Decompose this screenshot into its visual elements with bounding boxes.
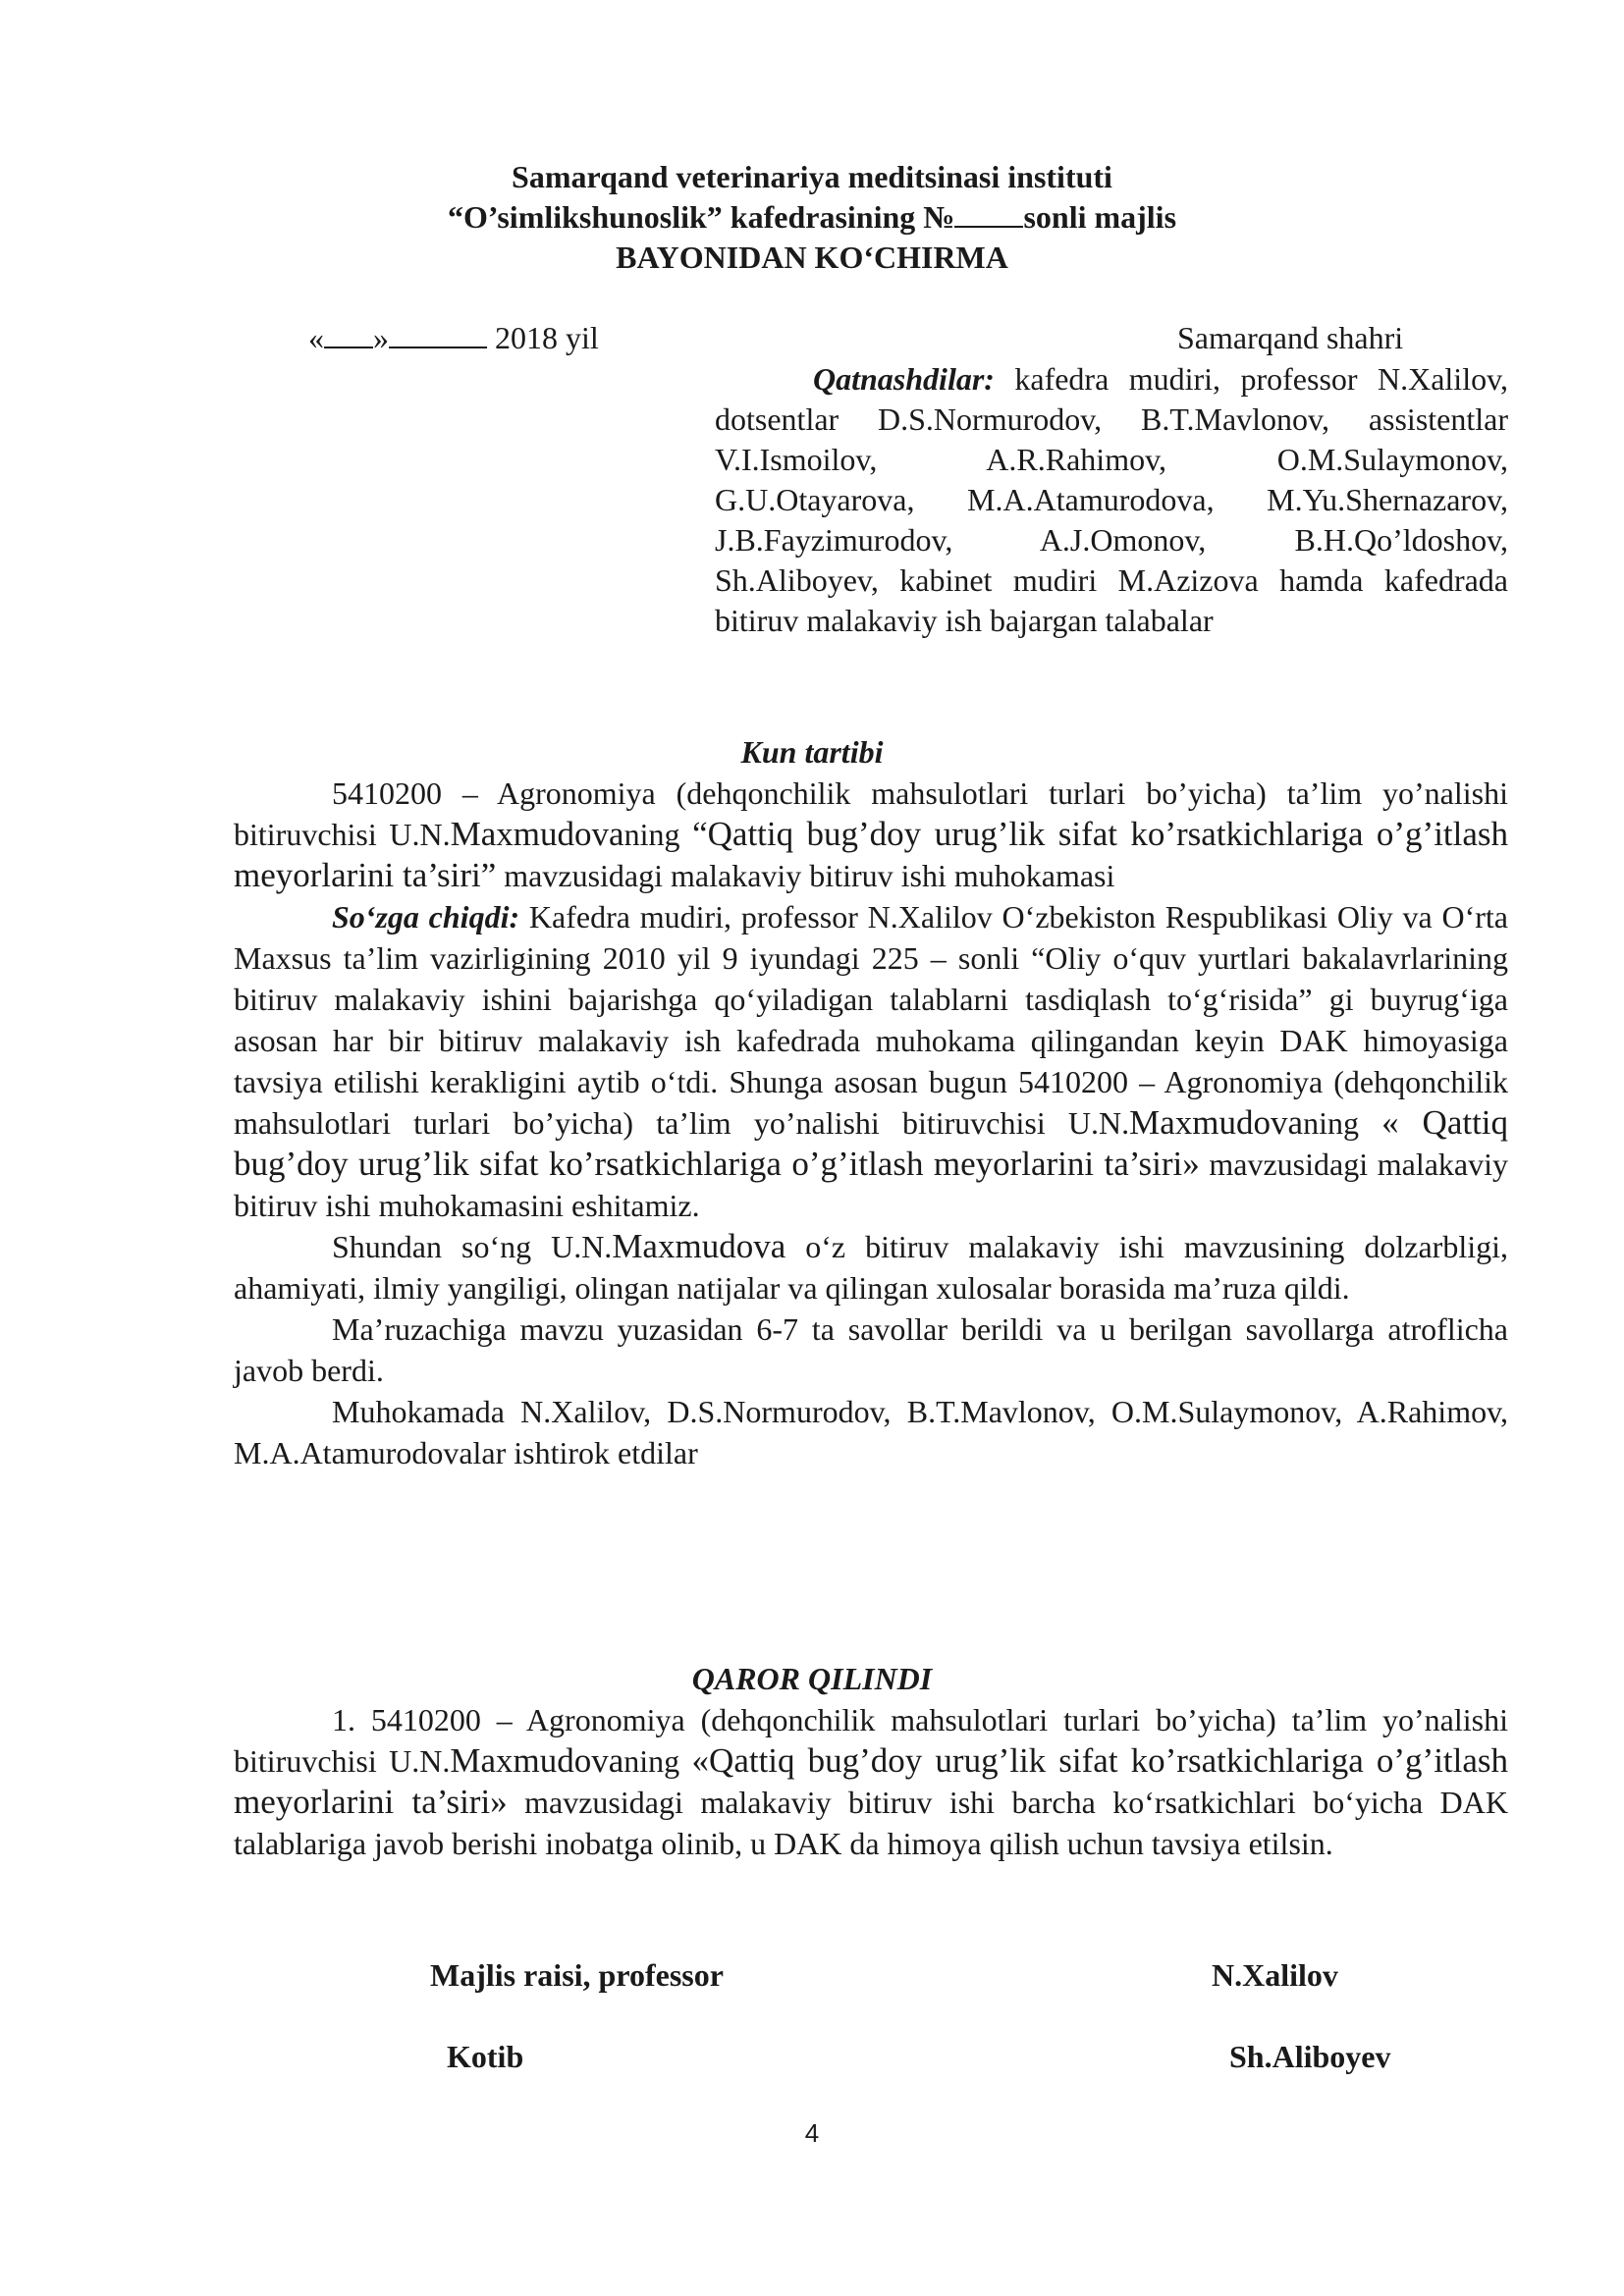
institute-name: Samarqand veterinariya meditsinasi instituti	[512, 159, 1112, 194]
date-year: 2018 yil	[495, 320, 599, 355]
decision-text: 1. 5410200 – Agronomiya (dehqonchilik mahsulotlari turlari bo’yicha) ta’lim yo’nalishi bitiruvchisi U.N.	[234, 1702, 1508, 1779]
date-field	[308, 317, 599, 358]
document-header	[0, 157, 1624, 278]
department-line-text: “O’simlikshunoslik” kafedrasining №	[447, 199, 955, 235]
month-blank	[389, 319, 487, 348]
agenda-text-suffix: ning	[623, 817, 693, 852]
questions-paragraph: Ma’ruzachiga mavzu yuzasidan 6-7 ta savollar berildi va u berilgan savollarga atroflicha javob berdi.	[234, 1311, 1508, 1388]
attendees-list: kafedra mudiri, professor N.Xalilov, dotsentlar D.S.Normurodov, B.T.Mavlonov, assistentlar V.I.Ismoilov, A.R.Rahimov, O.M.Sulaymonov, G.U.Otayarova, M.A.Atamurodova, M.Yu.Shernazarov, J.B.Fayzimurodov, A.J.Omonov, B.H.Qo’ldoshov, Sh.Aliboyev, kabinet mudiri M.Azizova hamda kafedrada bitiruv malakaviy ish bajargan talabalar	[715, 361, 1508, 638]
page-number: 4	[804, 2118, 820, 2148]
decision-text-suffix: ning	[623, 1743, 692, 1779]
document-title: BAYONIDAN KO‘CHIRMA	[616, 240, 1008, 275]
agenda-text: 5410200 – Agronomiya (dehqonchilik mahsulotlari turlari bo’yicha) ta’lim yo’nalishi bitiruvchisi U.N.	[234, 775, 1508, 852]
agenda-paragraph	[234, 773, 1508, 896]
speech-text-end: mavzusidagi malakaviy bitiruv ishi muhokamasini eshitamiz.	[234, 1147, 1508, 1223]
discussion-paragraph: Muhokamada N.Xalilov, D.S.Normurodov, B.T.Mavlonov, O.M.Sulaymonov, A.Rahimov, M.A.Atamurodovalar ishtirok etdilar	[234, 1394, 1508, 1470]
student-name: Maxmudova	[450, 1741, 624, 1780]
speech-text-suffix: ning	[1303, 1105, 1382, 1141]
department-line-suffix: sonli majlis	[1023, 199, 1177, 235]
student-name: Maxmudova	[612, 1227, 786, 1265]
attendees-label: Qatnashdilar:	[813, 361, 995, 397]
chair-title: Majlis raisi, professor	[430, 1957, 724, 1993]
secretary-title: Kotib	[447, 2039, 524, 2074]
report-paragraph	[234, 1226, 1508, 1308]
report-text: Shundan so‘ng U.N.	[332, 1229, 613, 1264]
meeting-number-blank	[954, 198, 1023, 228]
thesis-topic: «Qattiq bug’doy urug’lik sifat ko’rsatkichlariga o’g’itlash meyorlarini ta’siri»	[234, 1741, 1509, 1821]
speech-paragraph	[234, 896, 1508, 1226]
day-blank	[324, 319, 373, 348]
date-open-quote: «	[308, 320, 324, 355]
date-close-quote: »	[373, 320, 389, 355]
minutes-body	[234, 773, 1508, 1473]
thesis-topic: “Qattiq bug’doy urug’lik sifat ko’rsatkichlariga o’g’itlash meyorlarini ta’siri”	[234, 815, 1509, 894]
speech-label: So‘zga chiqdi:	[332, 899, 520, 934]
city-name: Samarqand shahri	[1177, 320, 1404, 355]
thesis-topic: « Qattiq bug’doy urug’lik sifat ko’rsatkichlariga o’g’itlash meyorlarini ta’siri»	[234, 1103, 1509, 1183]
secretary-name: Sh.Aliboyev	[1229, 2039, 1391, 2074]
student-name: Maxmudova	[1129, 1103, 1304, 1142]
agenda-heading: Kun tartibi	[740, 734, 884, 770]
decision-body	[234, 1699, 1508, 1864]
decision-text-end: mavzusidagi malakaviy bitiruv ishi barcha ko‘rsatkichlari bo‘yicha DAK talablariga javob berishi inobatga olinib, u DAK da himoya qilish uchun tavsiya etilsin.	[234, 1785, 1509, 1861]
chair-name: N.Xalilov	[1212, 1957, 1338, 1993]
decision-paragraph	[234, 1699, 1508, 1864]
department-line	[0, 197, 1624, 238]
attendees-block	[715, 359, 1508, 641]
speech-text: Kafedra mudiri, professor N.Xalilov O‘zbekiston Respublikasi Oliy va O‘rta Maxsus ta’lim vazirligining 2010 yil 9 iyundagi 225 – sonli “Oliy o‘quv yurtlari bakalavrlarining bitiruv malakaviy ishini bajarishga qo‘yiladigan talablarni tasdiqlash to‘g‘risida” gi buyrug‘iga asosan har bir bitiruv malakaviy ish kafedrada muhokama qilingandan keyin DAK himoyasiga tavsiya etilishi kerakligini aytib o‘tdi. Shunga asosan bugun 5410200 – Agronomiya (dehqonchilik mahsulotlari turlari bo’yicha) ta’lim yo’nalishi bitiruvchisi U.N.	[234, 899, 1509, 1141]
agenda-text-end: mavzusidagi malakaviy bitiruv ishi muhokamasi	[496, 858, 1115, 893]
report-text-end: o‘z bitiruv malakaviy ishi mavzusining dolzarbligi, ahamiyati, ilmiy yangiligi, olingan natijalar va qilingan xulosalar borasida ma’ruza qildi.	[234, 1229, 1509, 1306]
decision-heading: QAROR QILINDI	[691, 1661, 933, 1696]
student-name: Maxmudova	[450, 815, 624, 853]
